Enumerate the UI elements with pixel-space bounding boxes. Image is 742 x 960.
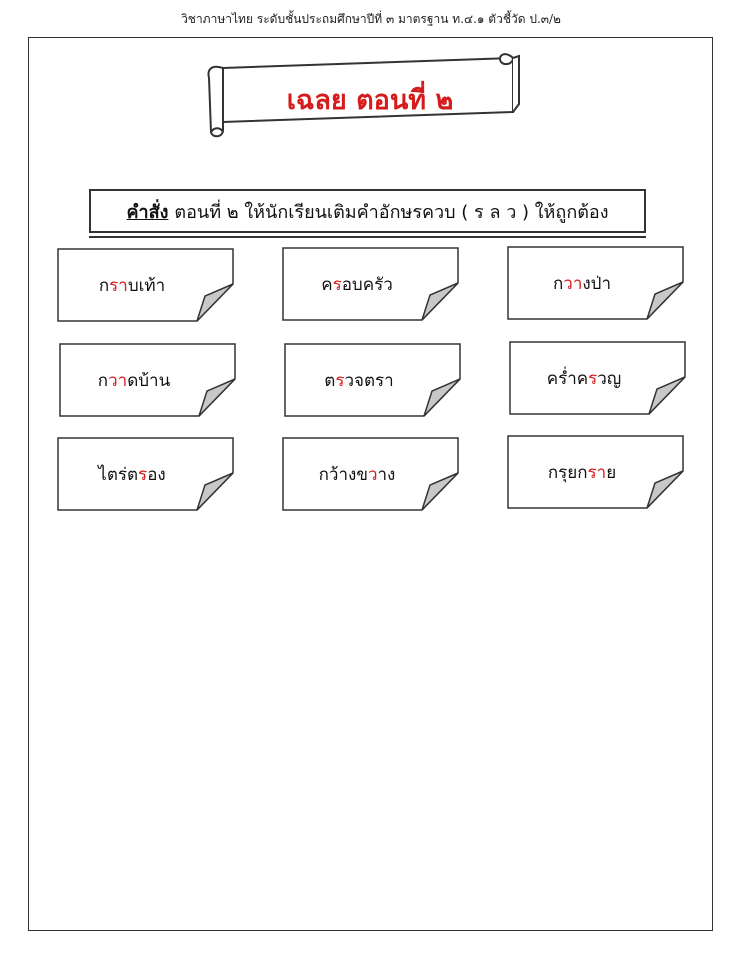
answer-word — [284, 343, 434, 417]
title-banner — [205, 48, 523, 140]
word-part: บเท้า — [127, 275, 166, 296]
filled-consonant: ร — [332, 274, 342, 295]
page-header: วิชาภาษาไทย ระดับชั้นประถมศึกษาปีที่ ๓ มาตรฐาน ท.๔.๑ ตัวชี้วัด ป.๓/๒ — [181, 12, 561, 26]
answer-word — [507, 435, 657, 509]
word-part: คร่ำค — [546, 368, 589, 389]
instruction-label: คำสั่ง — [126, 201, 169, 223]
answer-word — [507, 246, 657, 320]
filled-consonant: รา — [587, 462, 607, 483]
filled-consonant: ร — [138, 464, 148, 485]
answer-card — [282, 247, 460, 321]
filled-consonant: ร — [335, 370, 345, 391]
answer-card — [509, 341, 687, 415]
filled-consonant: ร — [588, 368, 598, 389]
instruction-text: ตอนที่ ๒ ให้นักเรียนเติมคำอักษรควบ ( ร ล ว ) ให้ถูกต้อง — [174, 201, 609, 223]
answer-card — [59, 343, 237, 417]
answer-card — [57, 437, 235, 511]
word-part: ก — [97, 370, 109, 391]
word-part: ค — [321, 274, 333, 295]
answer-word — [57, 437, 207, 511]
word-part: ดบ้าน — [127, 370, 171, 391]
word-part: ก — [552, 273, 564, 294]
answer-card — [507, 246, 685, 320]
word-part: าง — [377, 464, 396, 485]
answer-word — [282, 247, 432, 321]
answer-word — [57, 248, 207, 322]
answer-word — [59, 343, 209, 417]
word-part: ก — [98, 275, 110, 296]
answer-word — [282, 437, 432, 511]
word-part: กว้างข — [318, 464, 368, 485]
answer-card — [507, 435, 685, 509]
word-part: ต — [324, 370, 336, 391]
word-part: อง — [147, 464, 166, 485]
answer-word — [509, 341, 659, 415]
answer-card — [284, 343, 462, 417]
word-part: ย — [606, 462, 617, 483]
answer-title: เฉลย ตอนที่ ๒ — [286, 85, 454, 116]
instruction-box — [89, 189, 646, 233]
filled-consonant: วา — [563, 273, 583, 294]
word-part: อบครัว — [341, 274, 393, 295]
word-part: กรุยก — [547, 462, 588, 483]
filled-consonant: ว — [367, 464, 378, 485]
word-part: ไตร่ต — [98, 464, 139, 485]
answer-card — [282, 437, 460, 511]
word-part: งป่า — [582, 273, 612, 294]
word-part: วจตรา — [344, 370, 394, 391]
word-part: วญ — [597, 368, 622, 389]
filled-consonant: วา — [108, 370, 128, 391]
answer-card — [57, 248, 235, 322]
filled-consonant: รา — [109, 275, 128, 296]
